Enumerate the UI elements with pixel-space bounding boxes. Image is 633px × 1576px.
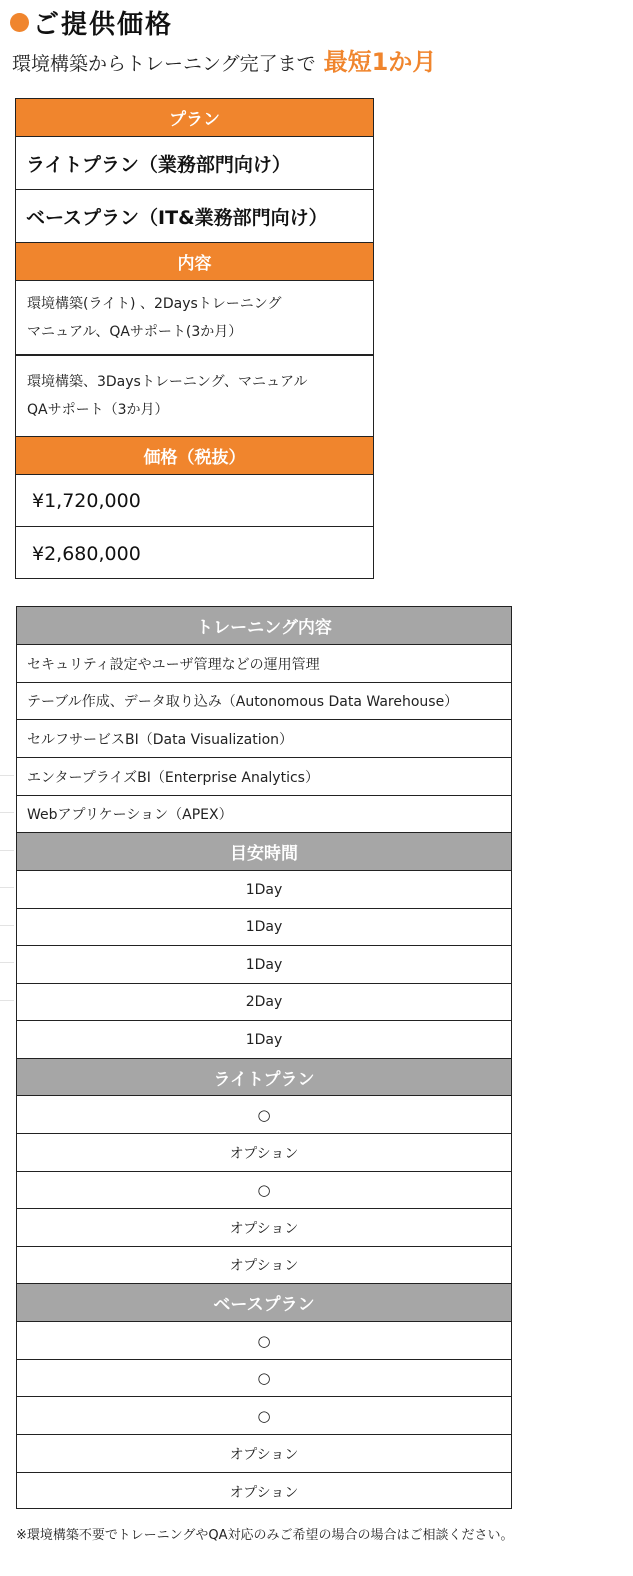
title-row bbox=[10, 4, 173, 40]
price-base: ¥2,680,000 bbox=[32, 542, 141, 565]
content-header: 内容 bbox=[16, 243, 373, 281]
training-header: トレーニング内容 bbox=[17, 607, 511, 645]
page-title: ご提供価格 bbox=[33, 9, 174, 40]
training-item: テーブル作成、データ取り込み（Autonomous Data Warehouse） bbox=[17, 683, 511, 720]
orange-bullet-icon bbox=[10, 13, 29, 32]
base-plan-item: ○ bbox=[17, 1397, 511, 1435]
lite-plan-item: オプション bbox=[17, 1134, 511, 1172]
training-item: エンタープライズBI（Enterprise Analytics） bbox=[17, 758, 511, 796]
base-plan-item: オプション bbox=[229, 1484, 299, 1501]
content-lite bbox=[16, 281, 373, 356]
plan-base: ベースプラン（IT&業務部門向け） bbox=[16, 190, 373, 243]
time-item: 1Day bbox=[17, 946, 511, 984]
base-plan-header: ベースプラン bbox=[17, 1284, 511, 1322]
divider bbox=[0, 775, 14, 776]
time-item: 1Day bbox=[17, 871, 511, 909]
divider bbox=[0, 925, 14, 926]
divider bbox=[0, 962, 14, 963]
time-header: 目安時間 bbox=[17, 833, 511, 871]
lite-plan-item: ○ bbox=[17, 1096, 511, 1134]
price-lite: ¥1,720,000 bbox=[16, 475, 373, 527]
content-base bbox=[16, 356, 373, 437]
divider bbox=[0, 850, 14, 851]
training-item: セキュリティ設定やユーザ管理などの運用管理 bbox=[17, 645, 511, 683]
footnote: ※環境構築不要でトレーニングやQA対応のみご希望の場合の場合はご相談ください。 bbox=[16, 1528, 514, 1543]
time-item: 1Day bbox=[17, 909, 511, 946]
content-base-line-2: QAサポート（3か月） bbox=[27, 402, 169, 418]
content-base-line-1: 環境構築、3Daysトレーニング、マニュアル bbox=[27, 374, 308, 390]
plan-header: プラン bbox=[16, 99, 373, 137]
lite-plan-item: オプション bbox=[17, 1209, 511, 1247]
subtitle-text: 環境構築からトレーニング完了まで bbox=[12, 53, 316, 75]
lite-plan-item: オプション bbox=[17, 1247, 511, 1284]
lite-plan-header: ライトプラン bbox=[17, 1059, 511, 1096]
training-item: Webアプリケーション（APEX） bbox=[17, 796, 511, 833]
time-item: 1Day bbox=[17, 1021, 511, 1059]
training-table bbox=[16, 606, 512, 1509]
content-lite-line-1: 環境構築(ライト) 、2Daysトレーニング bbox=[27, 295, 282, 312]
price-header: 価格（税抜） bbox=[16, 437, 373, 475]
base-plan-item: ○ bbox=[17, 1322, 511, 1360]
subtitle bbox=[12, 42, 436, 74]
subtitle-highlight: 最短1か月 bbox=[323, 48, 437, 76]
pricing-table bbox=[15, 98, 374, 579]
plan-lite: ライトプラン（業務部門向け） bbox=[16, 137, 373, 190]
base-plan-item: オプション bbox=[17, 1435, 511, 1473]
base-plan-item: ○ bbox=[17, 1360, 511, 1397]
content-lite-line-2: マニュアル、QAサポート(3か月） bbox=[27, 323, 243, 340]
time-item: 2Day bbox=[17, 984, 511, 1021]
lite-plan-item: ○ bbox=[17, 1172, 511, 1209]
divider bbox=[0, 1000, 14, 1001]
divider bbox=[0, 887, 14, 888]
training-item: セルフサービスBI（Data Visualization） bbox=[17, 720, 511, 758]
divider bbox=[0, 812, 14, 813]
